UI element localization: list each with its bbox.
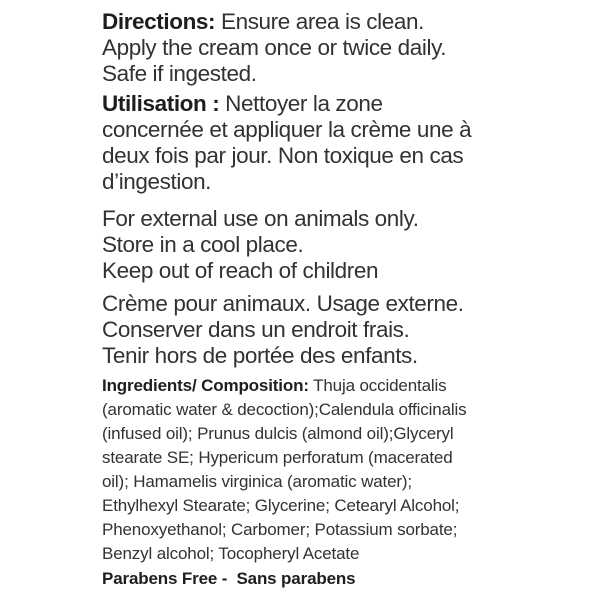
ingredients-line-4: stearate SE; Hypericum perforatum (macerated bbox=[102, 448, 453, 467]
directions-en-line-1 bbox=[102, 9, 600, 35]
utilisation-fr-line-1 bbox=[102, 91, 600, 117]
ingredients-paragraph bbox=[102, 374, 600, 566]
utilisation-fr-line-2: concernée et appliquer la crème une à bbox=[102, 117, 472, 142]
ingredients-line-1-text: Thuja occidentalis bbox=[308, 376, 447, 395]
storage-en-line-2: Store in a cool place. bbox=[102, 232, 304, 257]
storage-en-line-1: For external use on animals only. bbox=[102, 206, 419, 231]
directions-en-line-2: Apply the cream once or twice daily. bbox=[102, 35, 447, 60]
ingredients-heading: Ingredients/ Composition: bbox=[102, 376, 309, 395]
ingredients-line-3: (infused oil); Prunus dulcis (almond oil);Glyceryl bbox=[102, 424, 454, 443]
storage-en-paragraph bbox=[102, 206, 600, 284]
ingredients-line-5: oil); Hamamelis virginica (aromatic water); bbox=[102, 472, 413, 491]
parabens-free-paragraph bbox=[102, 567, 600, 591]
ingredients-line-7: Phenoxyethanol; Carbomer; Potassium sorbate; bbox=[102, 520, 458, 539]
parabens-free-line: Parabens Free - Sans parabens bbox=[102, 569, 356, 588]
storage-fr-line-1: Crème pour animaux. Usage externe. bbox=[102, 291, 464, 316]
storage-en-line-3: Keep out of reach of children bbox=[102, 258, 379, 283]
storage-fr-line-2: Conserver dans un endroit frais. bbox=[102, 317, 410, 342]
storage-fr-paragraph bbox=[102, 291, 600, 369]
ingredients-line-2: (aromatic water & decoction);Calendula officinalis bbox=[102, 400, 467, 419]
utilisation-fr-line-3: deux fois par jour. Non toxique en cas bbox=[102, 143, 464, 168]
ingredients-line-6: Ethylhexyl Stearate; Glycerine; Cetearyl Alcohol; bbox=[102, 496, 460, 515]
directions-en-line-3: Safe if ingested. bbox=[102, 61, 257, 86]
ingredients-line-1 bbox=[102, 374, 600, 398]
utilisation-fr-paragraph bbox=[102, 91, 600, 195]
storage-fr-line-3: Tenir hors de portée des enfants. bbox=[102, 343, 418, 368]
utilisation-fr-line-1-text: Nettoyer la zone bbox=[219, 91, 383, 116]
directions-en-paragraph bbox=[102, 9, 600, 87]
utilisation-heading: Utilisation : bbox=[102, 91, 220, 116]
ingredients-line-8: Benzyl alcohol; Tocopheryl Acetate bbox=[102, 544, 360, 563]
directions-heading: Directions: bbox=[102, 9, 216, 34]
directions-en-line-1-text: Ensure area is clean. bbox=[215, 9, 424, 34]
utilisation-fr-line-4: d’ingestion. bbox=[102, 169, 212, 194]
